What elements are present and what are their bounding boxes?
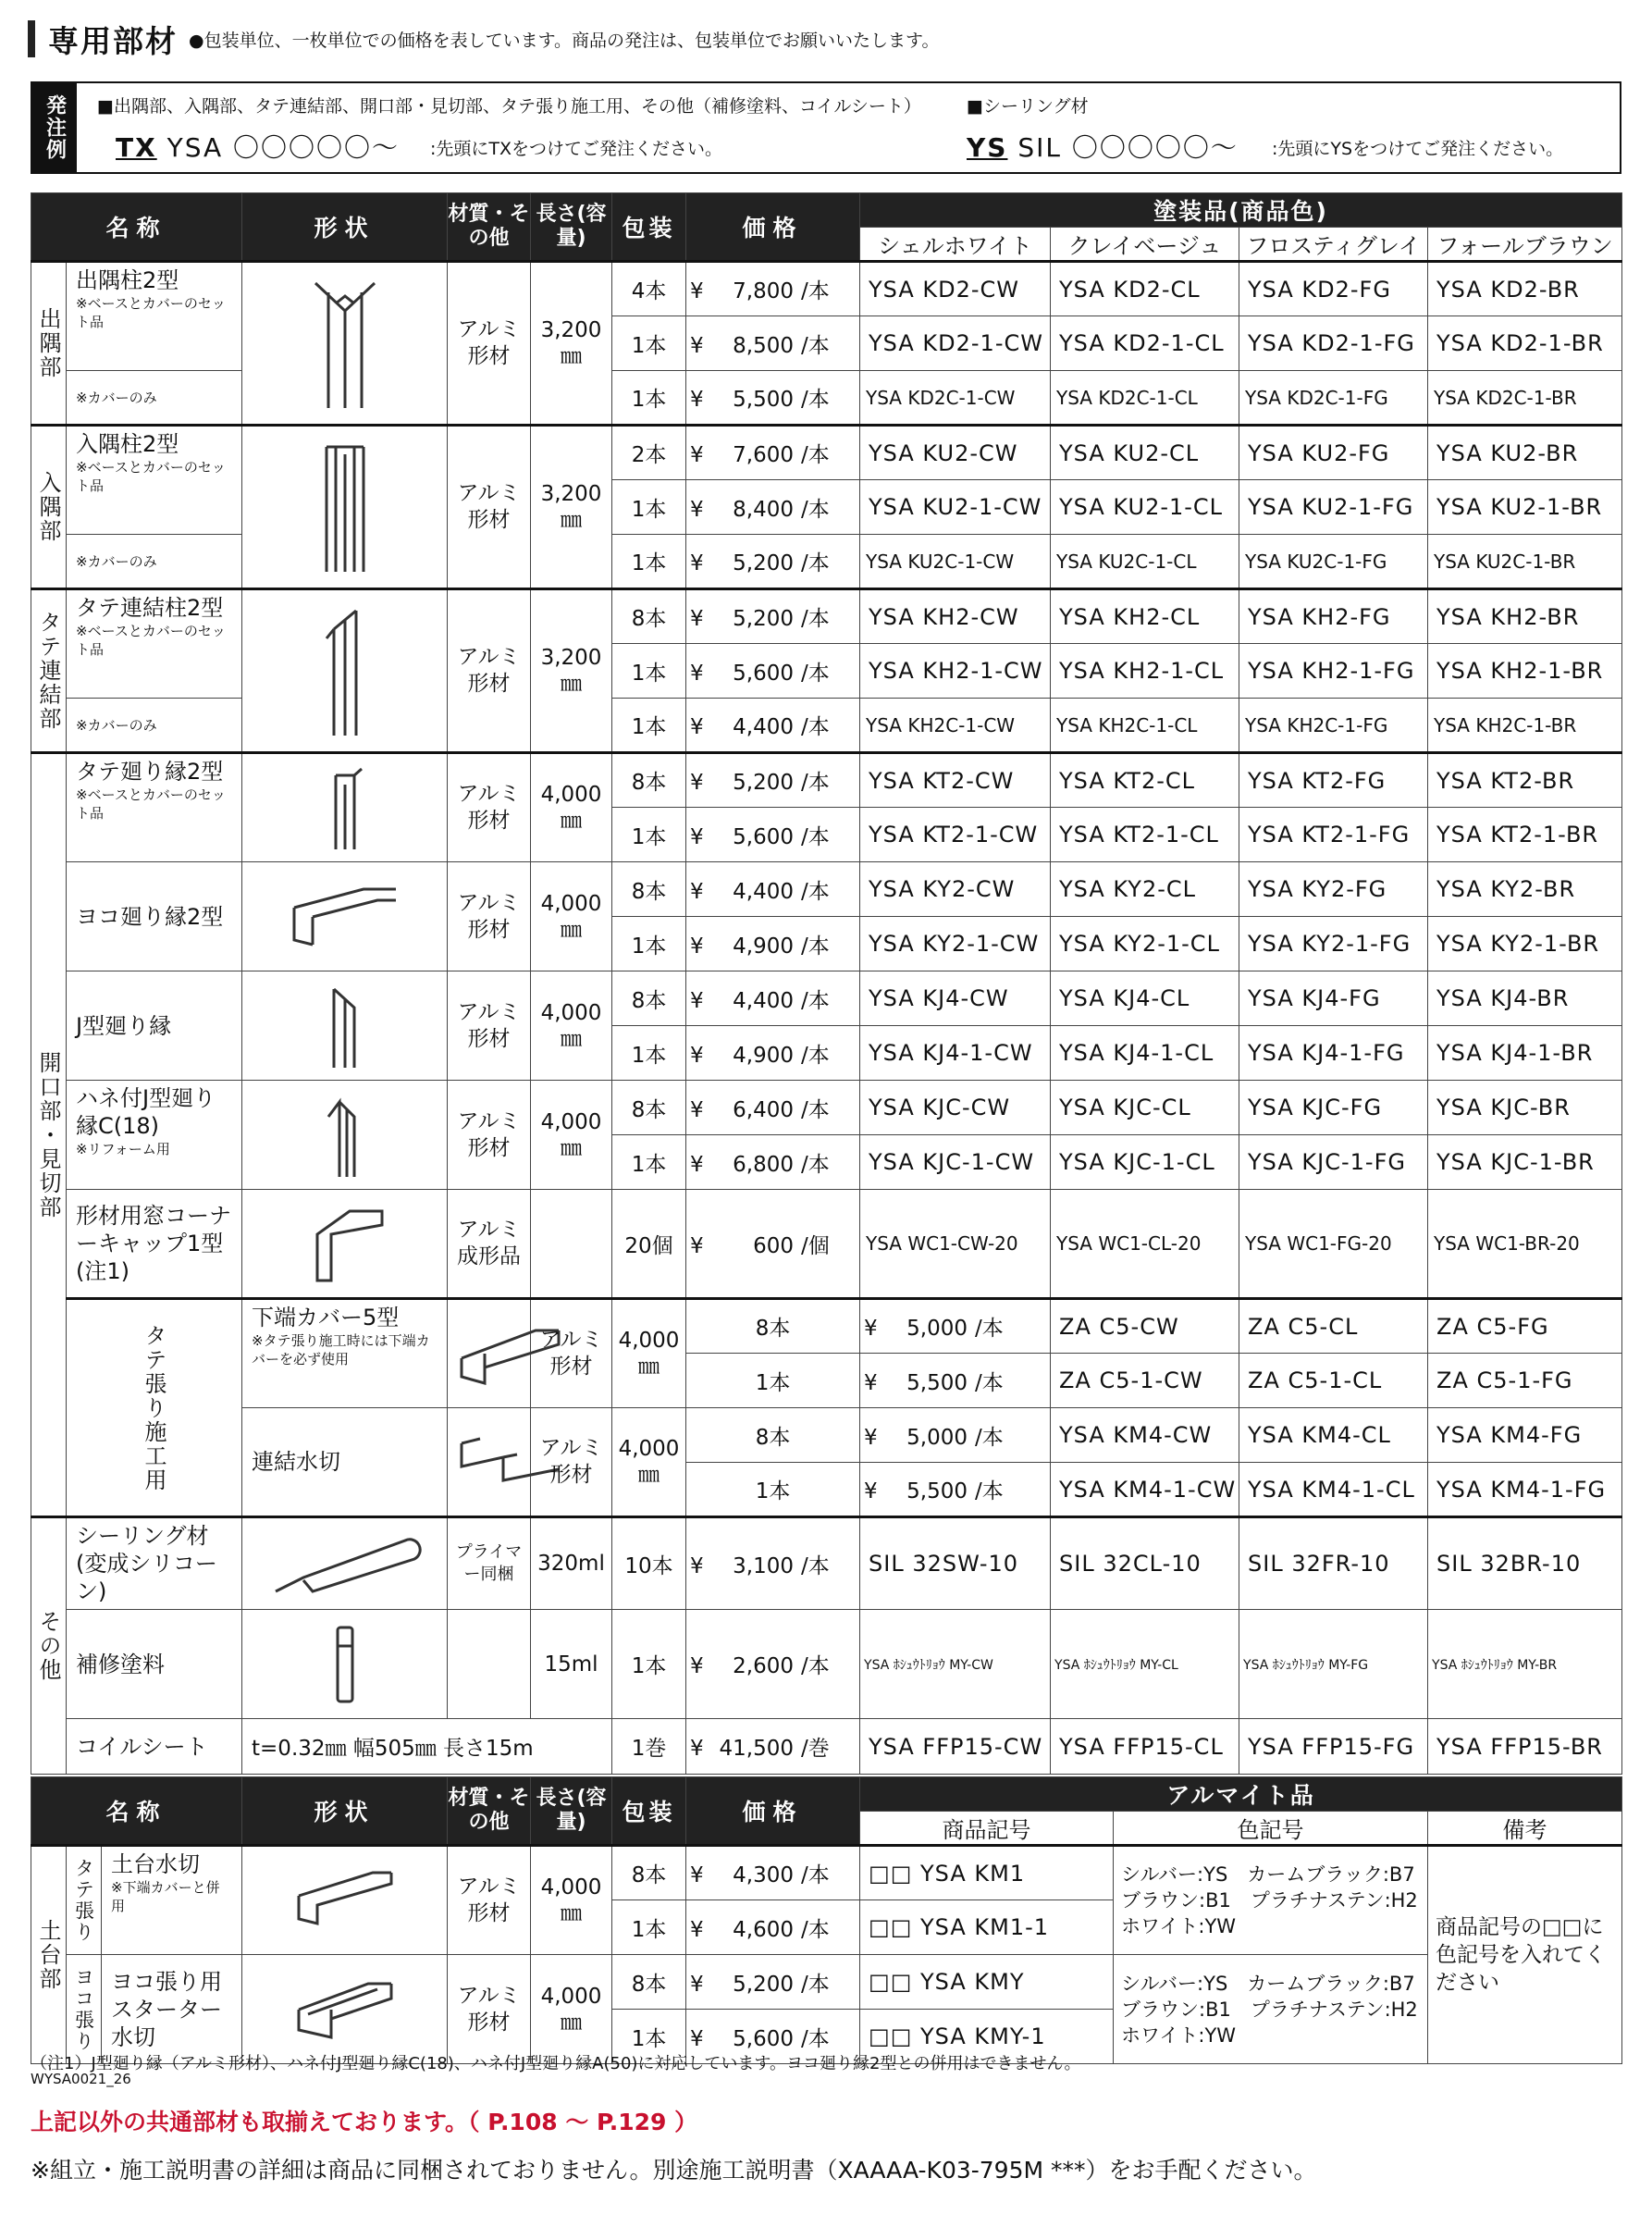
code-fg: YSA KH2-1-FG [1239,644,1428,699]
code-fg: YSA KM4-1-FG [1428,1463,1622,1517]
code-cl: YSA KD2-CL [1051,262,1239,316]
code-cl: YSA KJC-1-CL [1051,1135,1239,1190]
section-base: 土台部 [31,1846,67,2064]
pack: 10本 [612,1517,686,1610]
code-cw: YSA KD2-1-CW [860,316,1051,371]
shape-ky [242,862,448,971]
item-name-kh: タテ連結柱2型 ※ベースとカバーのセット品 [67,589,242,699]
code-fg: YSA KT2-FG [1239,753,1428,808]
shape-kt [242,753,448,862]
pack: 1本 [612,371,686,426]
price: ¥ 4,900 /本 [686,1026,860,1081]
shape-sealant-tube [242,1517,448,1610]
code-br: YSA FFP15-BR [1428,1719,1622,1775]
code-fg: YSA KM4-FG [1428,1408,1622,1463]
code-cl: YSA KH2-1-CL [1051,644,1239,699]
code-br: YSA KJ4-1-BR [1428,1026,1622,1081]
code-br: YSA KY2-BR [1428,862,1622,917]
material-my [448,1610,531,1719]
base-parts-table [31,1776,1622,2064]
order-label: 発注例 [32,83,77,172]
color-clay-beige: クレイベージュ [1051,228,1239,262]
code-cw: YSA KT2-1-CW [860,808,1051,862]
pack: 1本 [612,644,686,699]
pack: 1本 [612,1610,686,1719]
item-name-c5: 下端カバー5型 ※タテ張り施工時には下端カバーを必ず使用 [242,1299,448,1408]
pack: 8本 [686,1408,860,1463]
pack: 1本 [612,699,686,753]
code-fg: YSA KD2-1-FG [1239,316,1428,371]
order-note-1: :先頭にTXをつけてご発注ください。 [430,139,723,159]
pack: 1本 [612,1026,686,1081]
length-my: 15ml [531,1610,612,1719]
material-kmy: アルミ形材 [448,1955,531,2064]
header-note: ●包装単位、一枚単位での価格を表しています。商品の発注は、包装単位でお願いいたします。 [189,30,940,51]
item-name-km1: 土台水切 ※下端カバーと併用 [102,1846,242,1955]
code-cw: YSA KT2-CW [860,753,1051,808]
code-fg: YSA WC1-FG-20 [1239,1190,1428,1299]
price: ¥ 8,500 /本 [686,316,860,371]
shape-inner-corner [242,426,448,589]
price: ¥ 5,500 /本 [686,371,860,426]
pack: 8本 [612,862,686,917]
code-br: YSA KJ4-BR [1428,971,1622,1026]
code-cw: YSA KM4-CW [1051,1408,1239,1463]
price: ¥ 4,400 /本 [686,971,860,1026]
code-cw: YSA ﾎｼｭｳﾄﾘｮｳ MY-CW [860,1610,1051,1719]
price: ¥ 4,300 /本 [686,1846,860,1900]
parts-table [31,192,1622,1775]
order-example-box [31,81,1621,174]
alumite-colors-kmy: シルバー:YS カームブラック:B7 ブラウン:B1 プラチナステン:H2 ホワイト:YW [1114,1955,1428,2064]
pack: 1本 [612,917,686,971]
code-cw: YSA KM4-1-CW [1051,1463,1239,1517]
code-cw: YSA KU2C-1-CW [860,535,1051,589]
pack: 1本 [612,808,686,862]
code-cl: YSA WC1-CL-20 [1051,1190,1239,1299]
order-code-2: YS SIL 〇〇〇〇〇～ [967,132,1239,163]
code-fg: SIL 32FR-10 [1239,1517,1428,1610]
material-ky: アルミ形材 [448,862,531,971]
code-cw: YSA KD2C-1-CW [860,371,1051,426]
length-km1: 4,000 ㎜ [531,1846,612,1955]
alumite-code: □□ YSA KMY [860,1955,1114,2010]
price: ¥ 5,500 /本 [860,1463,1051,1517]
code-cl: SIL 32CL-10 [1051,1517,1239,1610]
code-cw: YSA KJC-1-CW [860,1135,1051,1190]
code-cw: YSA KH2-CW [860,589,1051,644]
code-cw: YSA KJ4-CW [860,971,1051,1026]
code-br: YSA KT2-1-BR [1428,808,1622,862]
code-br: YSA WC1-BR-20 [1428,1190,1622,1299]
pack: 20個 [612,1190,686,1299]
code-cw: YSA KH2C-1-CW [860,699,1051,753]
price: ¥ 5,000 /本 [860,1408,1051,1463]
material-c5: アルミ形材 [531,1299,612,1408]
col-alumite: アルマイト品 [860,1777,1622,1812]
item-name-kd: 出隅柱2型 ※ベースとカバーのセット品 [67,262,242,371]
length-kj: 4,000 ㎜ [531,971,612,1081]
code-fg: ZA C5-1-FG [1428,1354,1622,1408]
pack: 1巻 [612,1719,686,1775]
code-cl: YSA KH2C-1-CL [1051,699,1239,753]
code-cw: YSA KJ4-1-CW [860,1026,1051,1081]
code-br: YSA KH2C-1-BR [1428,699,1622,753]
code-br: YSA KU2-BR [1428,426,1622,480]
price: ¥ 4,400 /本 [686,699,860,753]
code-cl: YSA KT2-CL [1051,753,1239,808]
item-note-kh-cover: ※カバーのみ [67,699,242,753]
pack: 1本 [686,1354,860,1408]
section-vertical-install: タテ張り施工用 [67,1299,242,1517]
item-name-kjc: ハネ付J型廻り縁C(18) ※リフォーム用 [67,1081,242,1190]
code-cl: YSA KJ4-CL [1051,971,1239,1026]
code-br: YSA KD2-BR [1428,262,1622,316]
alumite-code: □□ YSA KM1-1 [860,1900,1114,1955]
section-inner-corner: 入隅部 [31,426,67,589]
code-cl: YSA KY2-1-CL [1051,917,1239,971]
color-frosty-grey: フロスティグレイ [1239,228,1428,262]
material-wc: アルミ成形品 [448,1190,531,1299]
pack: 8本 [686,1299,860,1354]
code-fg: YSA KH2-FG [1239,589,1428,644]
code-cw: YSA KU2-CW [860,426,1051,480]
code-fg: YSA KU2-FG [1239,426,1428,480]
pack: 1本 [612,1900,686,1955]
code-cl: YSA KD2-1-CL [1051,316,1239,371]
code-cl: YSA KM4-CL [1239,1408,1428,1463]
col-price: 価格 [686,193,860,262]
length-kh: 3,200 ㎜ [531,589,612,753]
code-br: YSA ﾎｼｭｳﾄﾘｮｳ MY-BR [1428,1610,1622,1719]
material-kh: アルミ形材 [448,589,531,753]
col-shape: 形状 [242,1777,448,1846]
item-name-ky: ヨコ廻り縁2型 [67,862,242,971]
col-name: 名称 [31,193,242,262]
material-kd: アルミ形材 [448,262,531,426]
shape-kmy [242,1955,448,2064]
code-cw: YSA KU2-1-CW [860,480,1051,535]
item-name-ffp: コイルシート [67,1719,242,1775]
code-cl: YSA KU2C-1-CL [1051,535,1239,589]
code-cw: YSA KY2-CW [860,862,1051,917]
page-title: 専用部材 [48,22,178,59]
code-fg: YSA KT2-1-FG [1239,808,1428,862]
common-parts-note: 上記以外の共通部材も取揃えております。（ P.108 ～ P.129 ） [31,2109,698,2135]
price: ¥ 4,400 /本 [686,862,860,917]
code-fg: YSA KH2C-1-FG [1239,699,1428,753]
order-code-1: TX YSA 〇〇〇〇〇～ [116,132,401,163]
pack: 8本 [612,1081,686,1135]
code-cw: YSA KH2-1-CW [860,644,1051,699]
price: ¥ 5,000 /本 [860,1299,1051,1354]
pack: 4本 [612,262,686,316]
pack: 1本 [612,2010,686,2064]
code-cl: YSA KJC-CL [1051,1081,1239,1135]
order-section-2: ■シーリング材 [967,96,1089,117]
material-kjc: アルミ形材 [448,1081,531,1190]
shape-kj [242,971,448,1081]
col-pack: 包装 [612,193,686,262]
item-name-wc: 形材用窓コーナーキャップ1型(注1) [67,1190,242,1299]
alumite-code: □□ YSA KM1 [860,1846,1114,1900]
code-cl: YSA KH2-CL [1051,589,1239,644]
material-sil: プライマー同梱 [448,1517,531,1610]
code-fg: YSA KJC-FG [1239,1081,1428,1135]
color-fall-brown: フォールブラウン [1428,228,1622,262]
price: ¥ 7,600 /本 [686,426,860,480]
length-ku: 3,200 ㎜ [531,426,612,589]
code-fg: YSA KJC-1-FG [1239,1135,1428,1190]
col-length: 長さ(容量) [531,1777,612,1846]
code-fg: YSA KY2-1-FG [1239,917,1428,971]
col-product-code: 商品記号 [860,1812,1114,1846]
price: ¥ 5,600 /本 [686,808,860,862]
item-name-ku: 入隅柱2型 ※ベースとカバーのセット品 [67,426,242,535]
code-cw: YSA KD2-CW [860,262,1051,316]
material-ku: アルミ形材 [448,426,531,589]
length-kmy: 4,000 ㎜ [531,1955,612,2064]
price: ¥ 2,600 /本 [686,1610,860,1719]
code-cw: SIL 32SW-10 [860,1517,1051,1610]
code-br: SIL 32BR-10 [1428,1517,1622,1610]
code-cw: YSA WC1-CW-20 [860,1190,1051,1299]
item-name-km: 連結水切 [242,1408,448,1517]
code-cl: YSA KJ4-1-CL [1051,1026,1239,1081]
price: ¥ 4,600 /本 [686,1900,860,1955]
page-header [28,20,940,57]
shape-kjc [242,1081,448,1190]
code-fg: YSA KJ4-1-FG [1239,1026,1428,1081]
section-other: その他 [31,1517,67,1775]
price: ¥ 8,400 /本 [686,480,860,535]
price: ¥ 5,600 /本 [686,644,860,699]
item-name-sil: シーリング材(変成シリコーン) [67,1517,242,1610]
code-cw: YSA KY2-1-CW [860,917,1051,971]
code-cw: ZA C5-CW [1051,1299,1239,1354]
code-cl: ZA C5-CL [1239,1299,1428,1354]
code-cl: YSA FFP15-CL [1051,1719,1239,1775]
alumite-code: □□ YSA KMY-1 [860,2010,1114,2064]
section-vertical-joint: タテ連結部 [31,589,67,753]
code-cl: YSA ﾎｼｭｳﾄﾘｮｳ MY-CL [1051,1610,1239,1719]
section-opening-trim: 開口部・見切部 [31,753,67,1517]
pack: 8本 [612,1955,686,2010]
shape-outer-corner [242,262,448,426]
header-bar [28,20,35,57]
code-cl: YSA KM4-1-CL [1239,1463,1428,1517]
price: ¥ 5,200 /本 [686,1955,860,2010]
col-color-code: 色記号 [1114,1812,1428,1846]
code-br: YSA KJC-BR [1428,1081,1622,1135]
color-shell-white: シェルホワイト [860,228,1051,262]
item-note-ku-cover: ※カバーのみ [67,535,242,589]
price: ¥ 5,600 /本 [686,2010,860,2064]
pack: 2本 [612,426,686,480]
code-cw: YSA KJC-CW [860,1081,1051,1135]
pack: 8本 [612,971,686,1026]
item-name-kt: タテ廻り縁2型 ※ベースとカバーのセット品 [67,753,242,862]
code-cw: YSA FFP15-CW [860,1719,1051,1775]
order-section-1: ■出隅部、入隅部、タテ連結部、開口部・見切部、タテ張り施工用、その他（補修塗料、コイルシート） [97,96,921,117]
pack: 1本 [612,535,686,589]
item-note-kd-cover: ※カバーのみ [67,371,242,426]
col-pack: 包装 [612,1777,686,1846]
code-fg: YSA KY2-FG [1239,862,1428,917]
length-ky: 4,000 ㎜ [531,862,612,971]
price: ¥ 7,800 /本 [686,262,860,316]
code-fg: YSA ﾎｼｭｳﾄﾘｮｳ MY-FG [1239,1610,1428,1719]
pack: 1本 [612,1135,686,1190]
col-material: 材質・その他 [448,1777,531,1846]
price: ¥ 41,500 /巻 [686,1719,860,1775]
pack: 8本 [612,753,686,808]
code-br: YSA KH2-BR [1428,589,1622,644]
price: ¥ 3,100 /本 [686,1517,860,1610]
shape-paint-bottle [242,1610,448,1719]
pack: 8本 [612,1846,686,1900]
col-name: 名称 [31,1777,242,1846]
col-price: 価格 [686,1777,860,1846]
code-br: YSA KD2C-1-BR [1428,371,1622,426]
length-sil: 320ml [531,1517,612,1610]
price: ¥ 600 /個 [686,1190,860,1299]
code-cl: ZA C5-1-CL [1239,1354,1428,1408]
price: ¥ 5,200 /本 [686,535,860,589]
price: ¥ 6,400 /本 [686,1081,860,1135]
code-br: YSA KJC-1-BR [1428,1135,1622,1190]
code-br: YSA KT2-BR [1428,753,1622,808]
code-br: YSA KU2-1-BR [1428,480,1622,535]
code-fg: YSA KD2-FG [1239,262,1428,316]
col-painted: 塗装品(商品色) [860,193,1622,228]
price: ¥ 5,200 /本 [686,589,860,644]
material-kj: アルミ形材 [448,971,531,1081]
code-fg: YSA FFP15-FG [1239,1719,1428,1775]
code-fg: ZA C5-FG [1428,1299,1622,1354]
length-kd: 3,200 ㎜ [531,262,612,426]
shape-wc [242,1190,448,1299]
col-shape: 形状 [242,193,448,262]
code-br: YSA KD2-1-BR [1428,316,1622,371]
sub-vertical: タテ張り [67,1846,102,1955]
item-name-my: 補修塗料 [67,1610,242,1719]
material-kt: アルミ形材 [448,753,531,862]
length-c5: 4,000 ㎜ [612,1299,686,1408]
price: ¥ 5,500 /本 [860,1354,1051,1408]
material-km1: アルミ形材 [448,1846,531,1955]
sub-horizontal: ヨコ張り [67,1955,102,2064]
code-br: YSA KH2-1-BR [1428,644,1622,699]
code-fg: YSA KD2C-1-FG [1239,371,1428,426]
shape-km1 [242,1846,448,1955]
code-cl: YSA KD2C-1-CL [1051,371,1239,426]
code-br: YSA KY2-1-BR [1428,917,1622,971]
length-kt: 4,000 ㎜ [531,753,612,862]
section-outer-corner: 出隅部 [31,262,67,426]
item-name-kmy: ヨコ張り用スターター水切 [102,1955,242,2064]
price: ¥ 5,200 /本 [686,753,860,808]
code-cl: YSA KU2-1-CL [1051,480,1239,535]
price: ¥ 4,900 /本 [686,917,860,971]
col-material: 材質・その他 [448,193,531,262]
price: ¥ 6,800 /本 [686,1135,860,1190]
code-cl: YSA KY2-CL [1051,862,1239,917]
shape-vertical-joint [242,589,448,753]
length-kjc: 4,000 ㎜ [531,1081,612,1190]
code-cl: YSA KT2-1-CL [1051,808,1239,862]
code-fg: YSA KJ4-FG [1239,971,1428,1026]
shape-c5 [448,1299,531,1408]
code-fg: YSA KU2-1-FG [1239,480,1428,535]
manual-note: ※組立・施工説明書の詳細は商品に同梱されておりません。別途施工説明書（XAAAA-K03-795M ***）をお手配ください。 [31,2157,1317,2184]
code-fg: YSA KU2C-1-FG [1239,535,1428,589]
alumite-remarks: 商品記号の□□に色記号を入れてください [1428,1846,1622,2064]
item-name-kj: J型廻り縁 [67,971,242,1081]
col-remarks: 備考 [1428,1812,1622,1846]
code-cl: YSA KU2-CL [1051,426,1239,480]
alumite-colors-km1: シルバー:YS カームブラック:B7 ブラウン:B1 プラチナステン:H2 ホワイト:YW [1114,1846,1428,1955]
order-note-2: :先頭にYSをつけてご発注ください。 [1272,139,1564,159]
document-code: WYSA0021_26 [31,2071,131,2087]
shape-km [448,1408,531,1517]
pack: 1本 [612,316,686,371]
pack: 1本 [686,1463,860,1517]
material-km: アルミ形材 [531,1408,612,1517]
footnote-1: （注1）J型廻り縁（アルミ形材）、ハネ付J型廻り縁C(18)、ハネ付J型廻り縁A(50)に対応しています。ヨコ廻り縁2型との併用はできません。 [31,2054,1081,2073]
coil-spec: t=0.32㎜ 幅505㎜ 長さ15m [242,1719,612,1775]
code-cw: ZA C5-1-CW [1051,1354,1239,1408]
col-length: 長さ(容量) [531,193,612,262]
length-wc [531,1190,612,1299]
pack: 1本 [612,480,686,535]
pack: 8本 [612,589,686,644]
code-br: YSA KU2C-1-BR [1428,535,1622,589]
length-km: 4,000 ㎜ [612,1408,686,1517]
